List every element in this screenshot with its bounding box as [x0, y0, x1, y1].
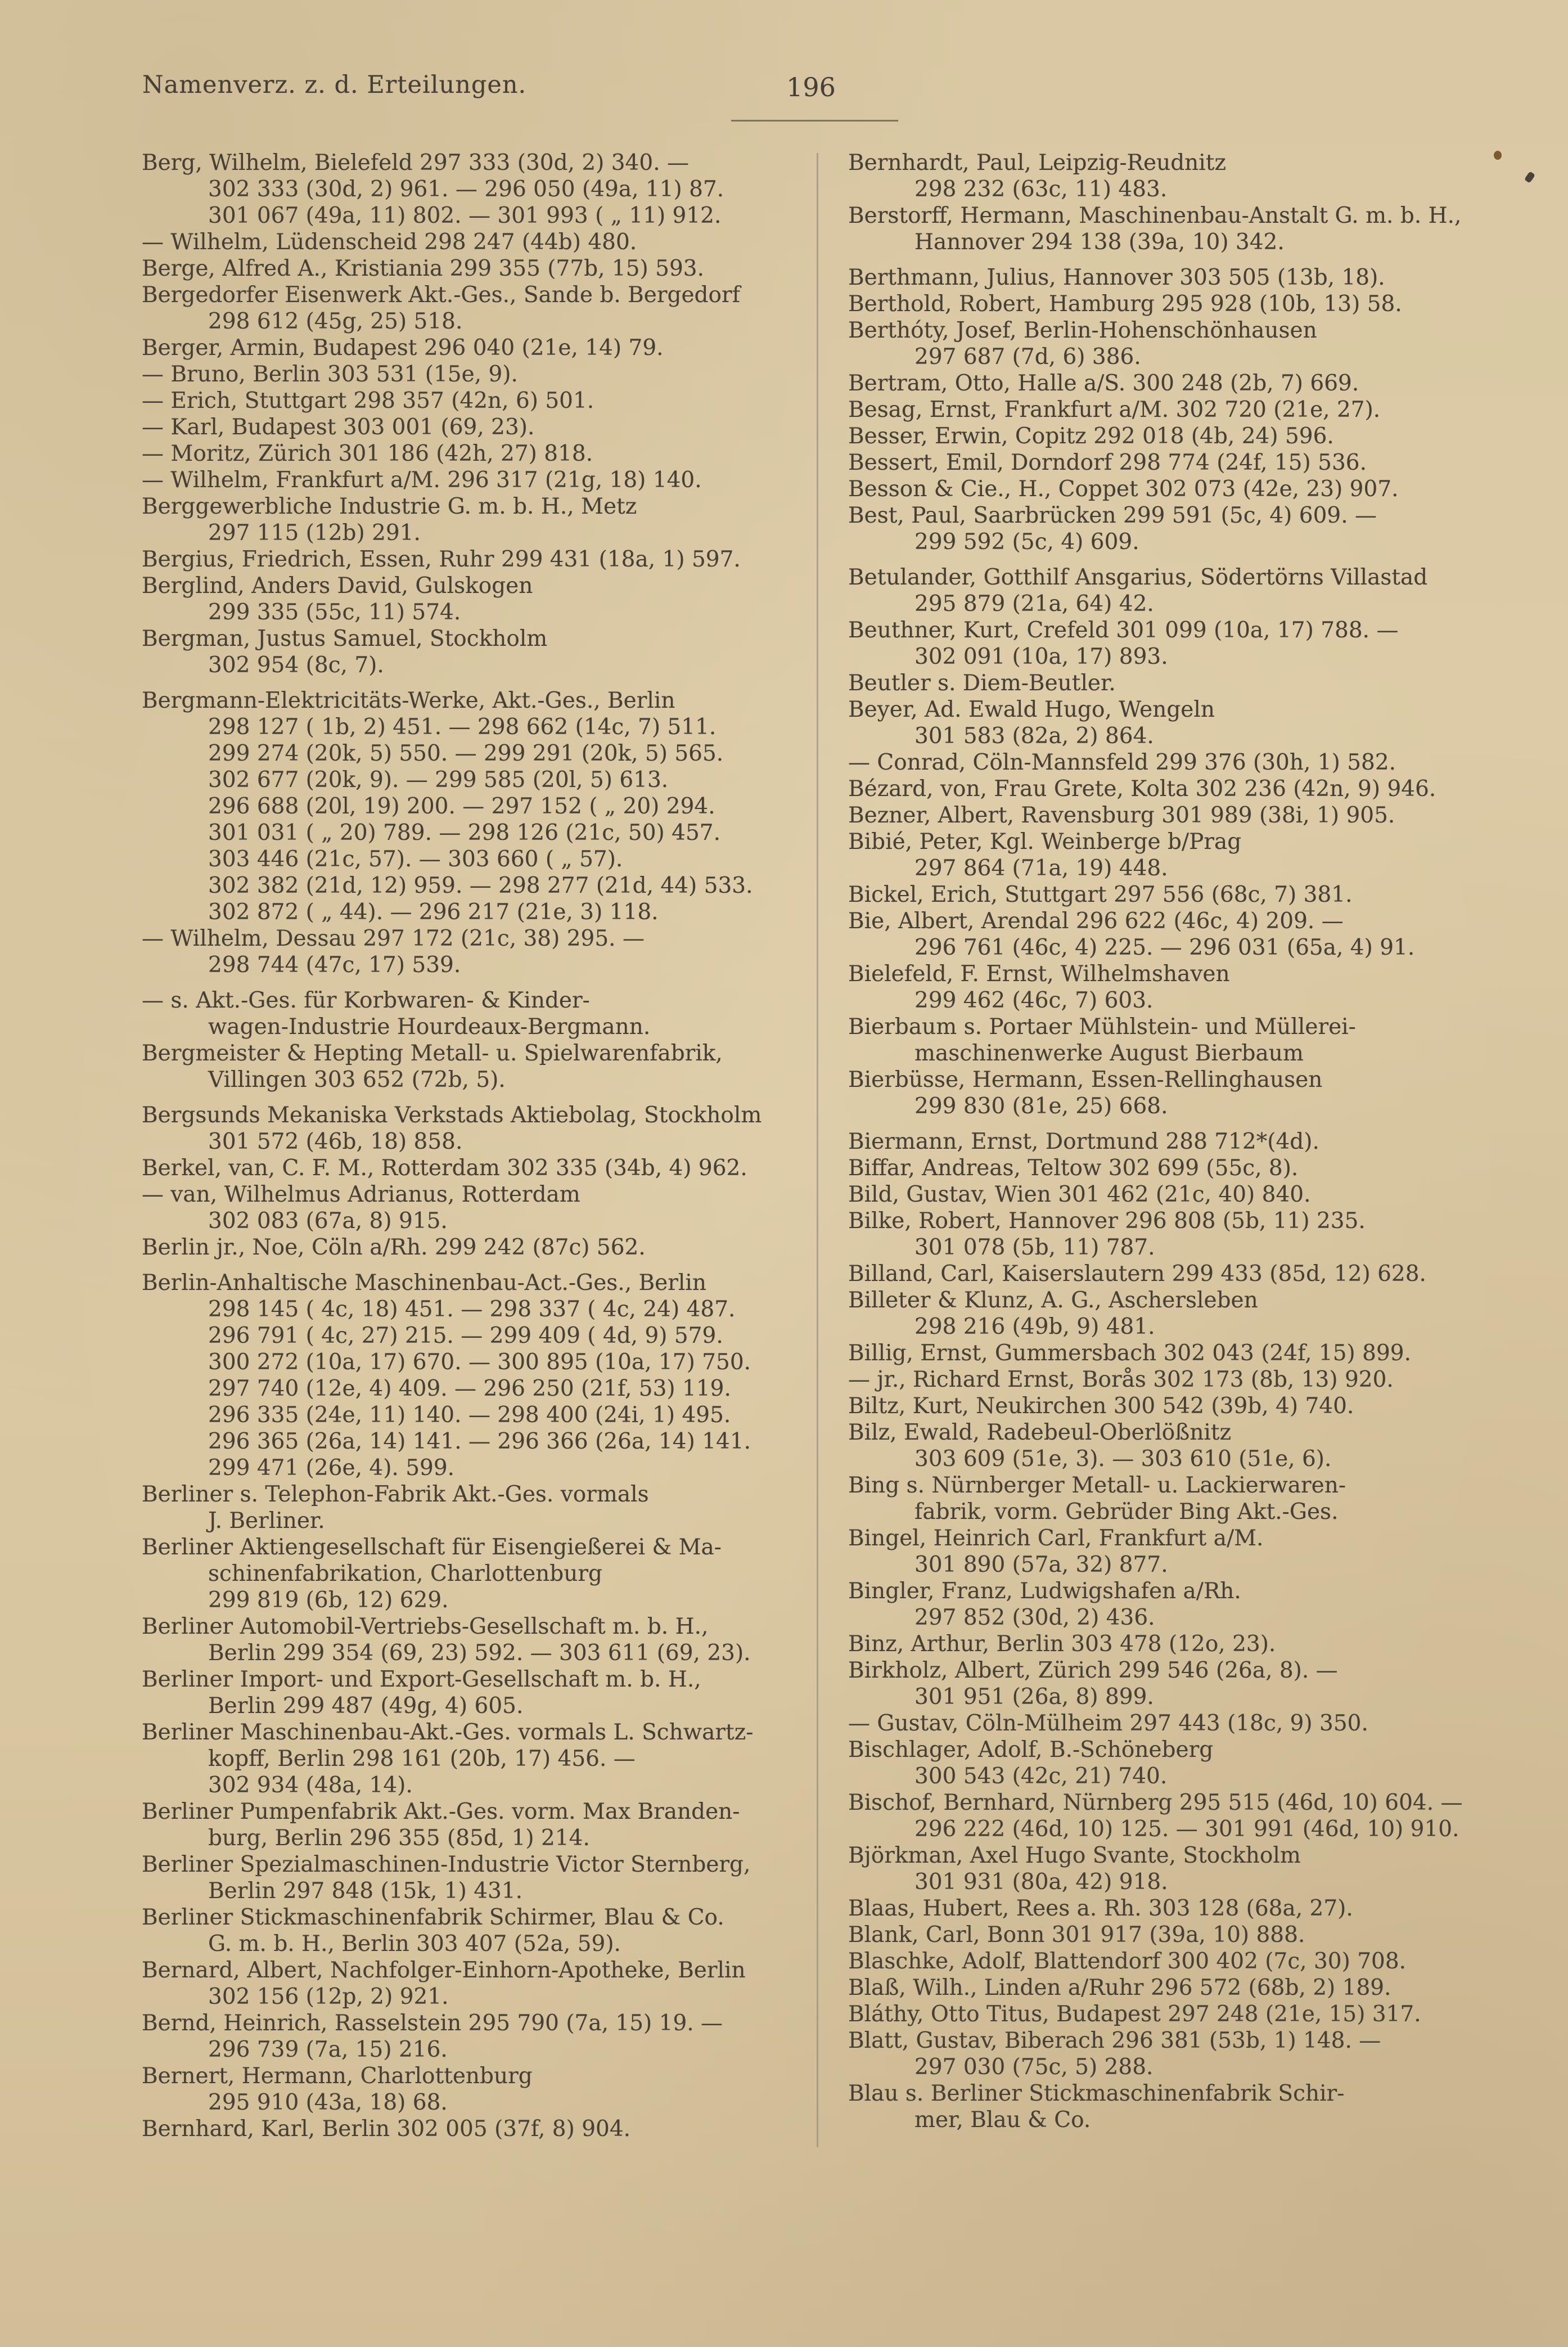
index-entry: [848, 776, 1517, 802]
entry-line: Bergman, Justus Samuel, Stockholm: [142, 626, 548, 651]
paper-speck: [1494, 151, 1502, 160]
entry-line: Binz, Arthur, Berlin 303 478 (12o, 23).: [848, 1631, 1276, 1657]
entry-line: Blaß, Wilh., Linden a/Ruhr 296 572 (68b, 2) 189.: [848, 1975, 1391, 2000]
index-entry: [848, 2027, 1517, 2080]
index-entry: [142, 1534, 805, 1613]
index-entry: [848, 564, 1517, 617]
entry-line: — Conrad, Cöln-Mannsfeld 299 376 (30h, 1) 582.: [848, 750, 1396, 775]
entry-line: Betulander, Gotthilf Ansgarius, Södertörns Villastad: [848, 565, 1428, 590]
index-entry: [848, 397, 1517, 423]
index-entry: [142, 467, 805, 493]
index-entry: [848, 317, 1517, 370]
entry-line: Bielefeld, F. Ernst, Wilhelmshaven: [848, 961, 1230, 987]
index-entry: [848, 961, 1517, 1014]
index-entry: [848, 749, 1517, 776]
entry-line: Bing s. Nürnberger Metall- u. Lackierwaren-: [848, 1473, 1346, 1498]
entry-line: Blaschke, Adolf, Blattendorf 300 402 (7c, 30) 708.: [848, 1949, 1407, 1974]
entry-line: Bertram, Otto, Halle a/S. 300 248 (2b, 7) 669.: [848, 371, 1359, 396]
index-entry: [142, 2116, 805, 2142]
entry-line: Berglind, Anders David, Gulskogen: [142, 573, 533, 599]
entry-line: Berlin 299 487 (49g, 4) 605.: [208, 1693, 524, 1719]
entry-line: 298 232 (63c, 11) 483.: [914, 177, 1168, 202]
index-entry: [848, 1895, 1517, 1922]
paper-speck: [1524, 171, 1535, 183]
entry-line: Beuthner, Kurt, Crefeld 301 099 (10a, 17) 788. —: [848, 618, 1399, 643]
entry-line: Berthmann, Julius, Hannover 303 505 (13b, 18).: [848, 265, 1385, 290]
entry-line: Bischlager, Adolf, B.-Schöneberg: [848, 1737, 1214, 1763]
entry-line: Blau s. Berliner Stickmaschinenfabrik Schir-: [848, 2081, 1345, 2106]
entry-line: 301 572 (46b, 18) 858.: [208, 1129, 463, 1154]
entry-line: Berliner Aktiengesellschaft für Eisengießerei & Ma-: [142, 1535, 722, 1560]
entry-line: Bezner, Albert, Ravensburg 301 989 (38i, 1) 905.: [848, 803, 1395, 828]
entry-line: 298 145 ( 4c, 18) 451. — 298 337 ( 4c, 24) 487.: [208, 1297, 736, 1322]
entry-line: 298 216 (49b, 9) 481.: [914, 1314, 1155, 1339]
entry-line: 302 934 (48a, 14).: [208, 1773, 413, 1798]
entry-line: Billand, Carl, Kaiserslautern 299 433 (85d, 12) 628.: [848, 1261, 1426, 1287]
index-entry: [142, 1666, 805, 1719]
entry-line: 301 583 (82a, 2) 864.: [914, 723, 1154, 749]
left-column: [142, 150, 805, 2142]
index-entry: [848, 1472, 1517, 1525]
entry-line: Bláthy, Otto Titus, Budapest 297 248 (21e, 15) 317.: [848, 2002, 1421, 2027]
entry-line: 296 761 (46c, 4) 225. — 296 031 (65a, 4) 91.: [914, 935, 1415, 960]
entry-line: 296 688 (20l, 19) 200. — 297 152 ( „ 20) 294.: [208, 794, 715, 819]
entry-line: Beutler s. Diem-Beutler.: [848, 671, 1116, 696]
index-entry: [142, 1613, 805, 1666]
index-entry: [142, 1181, 805, 1234]
entry-line: Bingler, Franz, Ludwigshafen a/Rh.: [848, 1579, 1241, 1604]
index-entry: [142, 1234, 805, 1261]
entry-line: Billig, Ernst, Gummersbach 302 043 (24f, 15) 899.: [848, 1341, 1411, 1366]
index-entry: [142, 1799, 805, 1851]
index-entry: [848, 1393, 1517, 1419]
entry-line: — Wilhelm, Lüdenscheid 298 247 (44b) 480.: [142, 230, 637, 255]
entry-line: Bild, Gustav, Wien 301 462 (21c, 40) 840.: [848, 1182, 1311, 1207]
entry-line: 302 156 (12p, 2) 921.: [208, 1984, 449, 2009]
index-entry: [142, 1719, 805, 1799]
entry-line: 300 272 (10a, 17) 670. — 300 895 (10a, 17) 750.: [208, 1350, 751, 1375]
entry-line: Best, Paul, Saarbrücken 299 591 (5c, 4) 609. —: [848, 503, 1377, 528]
index-entry: [848, 1366, 1517, 1393]
entry-line: Bernert, Hermann, Charlottenburg: [142, 2063, 533, 2089]
entry-line: — van, Wilhelmus Adrianus, Rotterdam: [142, 1182, 580, 1207]
index-entry: [848, 370, 1517, 397]
index-entry: [848, 1067, 1517, 1119]
entry-line: 297 740 (12e, 4) 409. — 296 250 (21f, 53) 119.: [208, 1376, 731, 1401]
index-entry: [142, 229, 805, 255]
entry-line: — Moritz, Zürich 301 186 (42h, 27) 818.: [142, 441, 593, 466]
entry-line: Bergedorfer Eisenwerk Akt.-Ges., Sande b. Bergedorf: [142, 282, 741, 308]
entry-line: 302 091 (10a, 17) 893.: [914, 644, 1168, 669]
index-entry: [848, 1737, 1517, 1790]
entry-line: — s. Akt.-Ges. für Korbwaren- & Kinder-: [142, 988, 590, 1013]
index-entry: [848, 476, 1517, 502]
entry-line: Berliner Pumpenfabrik Akt.-Ges. vorm. Max Branden-: [142, 1799, 740, 1824]
page-number: 196: [786, 72, 836, 102]
entry-line: 295 910 (43a, 18) 68.: [208, 2090, 448, 2115]
entry-line: Björkman, Axel Hugo Svante, Stockholm: [848, 1843, 1301, 1868]
entry-line: Berlin 297 848 (15k, 1) 431.: [208, 1878, 523, 1904]
index-entry: [142, 440, 805, 467]
entry-line: Bergmann-Elektricitäts-Werke, Akt.-Ges., Berlin: [142, 688, 675, 713]
index-entry: [848, 150, 1517, 203]
entry-line: Bilke, Robert, Hannover 296 808 (5b, 11) 235.: [848, 1208, 1366, 1234]
entry-line: 297 864 (71a, 19) 448.: [914, 856, 1168, 881]
index-entry: [848, 1975, 1517, 2001]
index-entry: [848, 264, 1517, 291]
index-entry: [848, 1578, 1517, 1631]
entry-line: Blaas, Hubert, Rees a. Rh. 303 128 (68a, 27).: [848, 1896, 1353, 1921]
entry-line: Bergius, Friedrich, Essen, Ruhr 299 431 (18a, 1) 597.: [142, 547, 741, 572]
entry-line: Bischof, Bernhard, Nürnberg 295 515 (46d, 10) 604. —: [848, 1790, 1463, 1815]
index-entry: [142, 150, 805, 229]
entry-line: Bergmeister & Hepting Metall- u. Spielwarenfabrik,: [142, 1041, 723, 1066]
entry-line: — Gustav, Cöln-Mülheim 297 443 (18c, 9) 350.: [848, 1711, 1368, 1736]
index-entry: [142, 1102, 805, 1155]
entry-line: Berge, Alfred A., Kristiania 299 355 (77b, 15) 593.: [142, 256, 704, 281]
index-entry: [142, 1481, 805, 1534]
index-entry: [142, 335, 805, 361]
index-entry: [142, 687, 805, 925]
entry-line: Besag, Ernst, Frankfurt a/M. 302 720 (21e, 27).: [848, 397, 1381, 422]
index-entry: [142, 2063, 805, 2116]
entry-line: Billeter & Klunz, A. G., Aschersleben: [848, 1288, 1258, 1313]
entry-line: 301 067 (49a, 11) 802. — 301 993 ( „ 11) 912.: [208, 203, 722, 228]
entry-line: Berstorff, Hermann, Maschinenbau-Anstalt G. m. b. H.,: [848, 203, 1462, 228]
entry-line: 296 365 (26a, 14) 141. — 296 366 (26a, 14) 141.: [208, 1429, 751, 1454]
entry-line: Bickel, Erich, Stuttgart 297 556 (68c, 7) 381.: [848, 882, 1353, 907]
entry-line: Bessert, Emil, Dorndorf 298 774 (24f, 15) 536.: [848, 450, 1367, 475]
entry-line: 296 791 ( 4c, 27) 215. — 299 409 ( 4d, 9) 579.: [208, 1323, 723, 1348]
entry-line: kopff, Berlin 298 161 (20b, 17) 456. —: [208, 1746, 636, 1772]
entry-line: Bie, Albert, Arendal 296 622 (46c, 4) 209. —: [848, 909, 1344, 934]
entry-line: — Erich, Stuttgart 298 357 (42n, 6) 501.: [142, 388, 594, 413]
entry-line: 295 879 (21a, 64) 42.: [914, 591, 1154, 617]
entry-line: Berkel, van, C. F. M., Rotterdam 302 335 (34b, 4) 962.: [142, 1155, 747, 1181]
entry-line: Berlin jr., Noe, Cöln a/Rh. 299 242 (87c) 562.: [142, 1235, 646, 1260]
index-entry: [142, 1851, 805, 1904]
index-entry: [848, 882, 1517, 908]
index-entry: [848, 2080, 1517, 2133]
right-column: [848, 150, 1517, 2133]
index-entry: [848, 1419, 1517, 1472]
index-entry: [848, 1155, 1517, 1181]
index-entry: [848, 1631, 1517, 1657]
entry-line: 299 819 (6b, 12) 629.: [208, 1588, 449, 1613]
entry-line: 302 333 (30d, 2) 961. — 296 050 (49a, 11) 87.: [208, 177, 724, 202]
entry-line: 301 951 (26a, 8) 899.: [914, 1684, 1154, 1710]
entry-line: wagen-Industrie Hourdeaux-Bergmann.: [208, 1014, 651, 1040]
header-rule: [731, 120, 898, 122]
index-entry: [848, 203, 1517, 255]
index-entry: [848, 617, 1517, 670]
entry-line: — Bruno, Berlin 303 531 (15e, 9).: [142, 362, 518, 387]
entry-line: 298 744 (47c, 17) 539.: [208, 952, 461, 978]
index-entry: [848, 1657, 1517, 1710]
index-entry: [848, 1128, 1517, 1155]
index-entry: [142, 987, 805, 1040]
entry-line: Besser, Erwin, Copitz 292 018 (4b, 24) 596.: [848, 424, 1334, 449]
entry-line: 296 222 (46d, 10) 125. — 301 991 (46d, 10) 910.: [914, 1817, 1459, 1842]
index-entry: [848, 1842, 1517, 1895]
entry-line: Berggewerbliche Industrie G. m. b. H., Metz: [142, 494, 637, 519]
entry-line: 303 446 (21c, 57). — 303 660 ( „ 57).: [208, 847, 623, 872]
index-entry: [142, 2010, 805, 2063]
entry-line: Bilz, Ewald, Radebeul-Oberlößnitz: [848, 1420, 1232, 1445]
index-entry: [848, 1790, 1517, 1842]
running-title: Namenverz. z. d. Erteilungen.: [142, 71, 527, 99]
entry-line: Besson & Cie., H., Coppet 302 073 (42e, 23) 907.: [848, 476, 1399, 502]
entry-line: 300 543 (42c, 21) 740.: [914, 1764, 1168, 1789]
entry-line: — Wilhelm, Dessau 297 172 (21c, 38) 295. —: [142, 926, 645, 951]
index-entry: [848, 1710, 1517, 1737]
entry-line: Bierbüsse, Hermann, Essen-Rellinghausen: [848, 1067, 1323, 1092]
entry-line: 302 954 (8c, 7).: [208, 653, 384, 678]
entry-line: 302 382 (21d, 12) 959. — 298 277 (21d, 44) 533.: [208, 873, 753, 898]
index-entry: [848, 2001, 1517, 2027]
entry-line: 302 083 (67a, 8) 915.: [208, 1208, 448, 1234]
entry-line: 296 739 (7a, 15) 216.: [208, 2037, 448, 2062]
entry-line: 296 335 (24e, 11) 140. — 298 400 (24i, 1) 495.: [208, 1402, 731, 1428]
index-entry: [142, 1040, 805, 1093]
entry-line: 298 127 ( 1b, 2) 451. — 298 662 (14c, 7) 511.: [208, 714, 717, 740]
entry-line: Blatt, Gustav, Biberach 296 381 (53b, 1) 148. —: [848, 2028, 1381, 2053]
entry-line: Blank, Carl, Bonn 301 917 (39a, 10) 888.: [848, 1922, 1305, 1948]
entry-line: Biermann, Ernst, Dortmund 288 712*(4d).: [848, 1129, 1319, 1154]
entry-line: 299 830 (81e, 25) 668.: [914, 1094, 1168, 1119]
index-entry: [142, 1155, 805, 1181]
entry-line: Berthóty, Josef, Berlin-Hohenschönhausen: [848, 318, 1317, 343]
index-entry: [142, 1904, 805, 1957]
index-entry: [142, 361, 805, 388]
index-entry: [142, 493, 805, 546]
index-entry: [848, 423, 1517, 449]
entry-line: Bernhard, Karl, Berlin 302 005 (37f, 8) 904.: [142, 2116, 631, 2142]
entry-line: — Wilhelm, Frankfurt a/M. 296 317 (21g, 18) 140.: [142, 467, 702, 493]
entry-line: 303 609 (51e, 3). — 303 610 (51e, 6).: [914, 1446, 1332, 1472]
entry-line: Berger, Armin, Budapest 296 040 (21e, 14) 79.: [142, 335, 664, 361]
entry-line: — Karl, Budapest 303 001 (69, 23).: [142, 415, 535, 440]
entry-line: maschinenwerke August Bierbaum: [914, 1041, 1304, 1066]
entry-line: 301 890 (57a, 32) 877.: [914, 1552, 1168, 1577]
entry-line: 297 852 (30d, 2) 436.: [914, 1605, 1155, 1630]
index-entry: [142, 388, 805, 414]
entry-line: 301 078 (5b, 11) 787.: [914, 1235, 1155, 1260]
entry-line: Bernhardt, Paul, Leipzig-Reudnitz: [848, 150, 1226, 176]
entry-line: Bézard, von, Frau Grete, Kolta 302 236 (42n, 9) 946.: [848, 776, 1436, 802]
entry-line: Villingen 303 652 (72b, 5).: [208, 1067, 506, 1092]
index-entry: [142, 626, 805, 678]
entry-line: fabrik, vorm. Gebrüder Bing Akt.-Ges.: [914, 1499, 1339, 1525]
entry-line: 301 931 (80a, 42) 918.: [914, 1869, 1168, 1895]
index-entry: [142, 282, 805, 335]
entry-line: mer, Blau & Co.: [914, 2107, 1091, 2133]
entry-line: Berliner Import- und Export-Gesellschaft m. b. H.,: [142, 1667, 701, 1692]
index-entry: [848, 696, 1517, 749]
entry-line: Bernard, Albert, Nachfolger-Einhorn-Apotheke, Berlin: [142, 1958, 746, 1983]
entry-line: J. Berliner.: [208, 1508, 325, 1534]
column-divider: [817, 153, 818, 2147]
entry-line: 299 592 (5c, 4) 609.: [914, 529, 1139, 555]
entry-line: Biffar, Andreas, Teltow 302 699 (55c, 8).: [848, 1155, 1299, 1181]
index-entry: [848, 1948, 1517, 1975]
entry-line: 302 677 (20k, 9). — 299 585 (20l, 5) 613.: [208, 767, 669, 793]
index-entry: [848, 1287, 1517, 1340]
index-entry: [848, 1208, 1517, 1261]
index-entry: [142, 1957, 805, 2010]
index-entry: [848, 502, 1517, 555]
entry-line: 301 031 ( „ 20) 789. — 298 126 (21c, 50) 457.: [208, 820, 720, 846]
index-entry: [142, 414, 805, 440]
entry-line: Bingel, Heinrich Carl, Frankfurt a/M.: [848, 1526, 1264, 1551]
entry-line: G. m. b. H., Berlin 303 407 (52a, 59).: [208, 1931, 621, 1957]
entry-line: Berthold, Robert, Hamburg 295 928 (10b, 13) 58.: [848, 291, 1402, 317]
entry-line: Berliner Stickmaschinenfabrik Schirmer, Blau & Co.: [142, 1905, 724, 1930]
entry-line: — jr., Richard Ernst, Borås 302 173 (8b, 13) 920.: [848, 1367, 1394, 1392]
entry-line: Berlin 299 354 (69, 23) 592. — 303 611 (69, 23).: [208, 1640, 751, 1666]
index-entry: [142, 573, 805, 626]
entry-line: burg, Berlin 296 355 (85d, 1) 214.: [208, 1826, 590, 1851]
index-entry: [848, 291, 1517, 317]
index-entry: [848, 1014, 1517, 1067]
index-entry: [848, 908, 1517, 961]
entry-line: 299 462 (46c, 7) 603.: [914, 988, 1154, 1013]
index-entry: [142, 925, 805, 978]
entry-line: Berliner Maschinenbau-Akt.-Ges. vormals L. Schwartz-: [142, 1720, 754, 1745]
index-entry: [848, 802, 1517, 829]
entry-line: Hannover 294 138 (39a, 10) 342.: [914, 230, 1285, 255]
entry-line: 297 030 (75c, 5) 288.: [914, 2054, 1154, 2080]
entry-line: Berg, Wilhelm, Bielefeld 297 333 (30d, 2) 340. —: [142, 150, 689, 176]
entry-line: Birkholz, Albert, Zürich 299 546 (26a, 8). —: [848, 1658, 1338, 1683]
entry-line: 297 115 (12b) 291.: [208, 520, 421, 546]
index-entry: [848, 670, 1517, 696]
entry-line: Berliner Automobil-Vertriebs-Gesellschaft m. b. H.,: [142, 1614, 709, 1639]
entry-line: Bernd, Heinrich, Rasselstein 295 790 (7a, 15) 19. —: [142, 2011, 723, 2036]
index-entry: [848, 1261, 1517, 1287]
index-entry: [142, 546, 805, 573]
index-entry: [848, 1340, 1517, 1366]
index-entry: [848, 449, 1517, 476]
index-entry: [848, 1181, 1517, 1208]
entry-line: Berliner s. Telephon-Fabrik Akt.-Ges. vormals: [142, 1482, 649, 1507]
index-entry: [848, 1922, 1517, 1948]
entry-line: Bierbaum s. Portaer Mühlstein- und Müllerei-: [848, 1014, 1356, 1040]
entry-line: 299 335 (55c, 11) 574.: [208, 600, 461, 625]
index-entry: [848, 1525, 1517, 1578]
entry-line: Bibié, Peter, Kgl. Weinberge b/Prag: [848, 829, 1242, 855]
entry-line: Beyer, Ad. Ewald Hugo, Wengeln: [848, 697, 1215, 722]
entry-line: Berlin-Anhaltische Maschinenbau-Act.-Ges., Berlin: [142, 1270, 706, 1296]
entry-line: schinenfabrikation, Charlottenburg: [208, 1561, 602, 1586]
entry-line: Berliner Spezialmaschinen-Industrie Victor Sternberg,: [142, 1852, 751, 1877]
entry-line: 298 612 (45g, 25) 518.: [208, 309, 463, 334]
entry-line: 302 872 ( „ 44). — 296 217 (21e, 3) 118.: [208, 900, 659, 925]
entry-line: 297 687 (7d, 6) 386.: [914, 344, 1141, 370]
entry-line: 299 274 (20k, 5) 550. — 299 291 (20k, 5) 565.: [208, 741, 724, 766]
index-entry: [142, 255, 805, 282]
entry-line: 299 471 (26e, 4). 599.: [208, 1455, 455, 1481]
index-entry: [848, 829, 1517, 882]
index-entry: [142, 1270, 805, 1481]
entry-line: Bergsunds Mekaniska Verkstads Aktiebolag, Stockholm: [142, 1103, 762, 1128]
entry-line: Biltz, Kurt, Neukirchen 300 542 (39b, 4) 740.: [848, 1393, 1354, 1419]
